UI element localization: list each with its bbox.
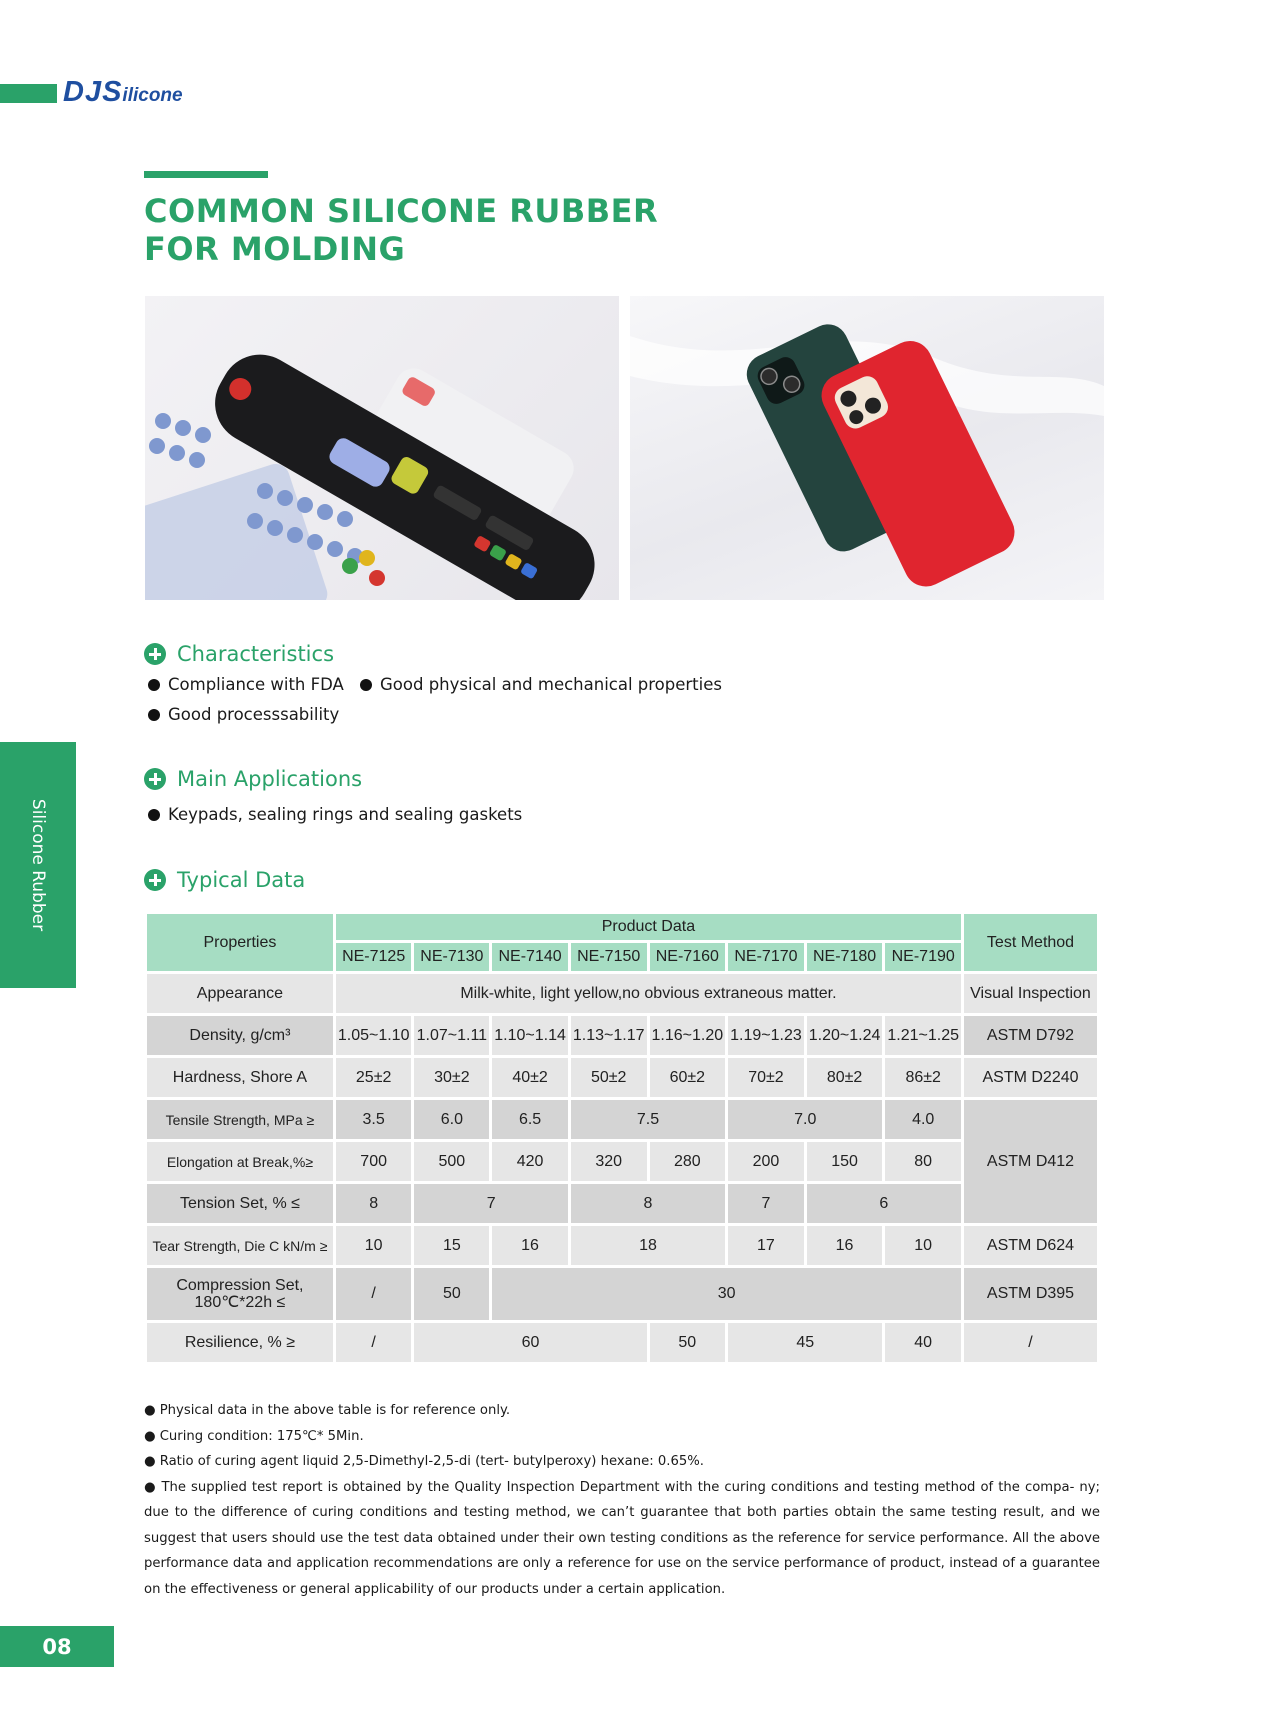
row-label: Tensile Strength, MPa ≥ [147,1100,333,1139]
table-cell: 1.19~1.23 [728,1016,804,1055]
table-row [147,1323,1097,1362]
row-label: Appearance [147,974,333,1013]
table-cell: / [336,1268,412,1320]
table-cell: 8 [571,1184,725,1223]
table-cell: 3.5 [336,1100,412,1139]
product-name: NE-7180 [807,943,883,971]
brand-logo: DJSilicone [63,76,183,108]
page-title-line-1: COMMON SILICONE RUBBER [144,192,659,230]
table-cell: 86±2 [885,1058,961,1097]
bullet-icon [148,679,160,691]
table-cell: 420 [492,1142,568,1181]
table-cell: 25±2 [336,1058,412,1097]
bullet-icon [148,809,160,821]
table-cell: 80 [885,1142,961,1181]
table-cell: 50 [650,1323,726,1362]
table-cell: 30 [492,1268,961,1320]
table-cell: 1.10~1.14 [492,1016,568,1055]
row-label: Tension Set, % ≤ [147,1184,333,1223]
test-method-cell: ASTM D2240 [964,1058,1097,1097]
bullet-icon [148,709,160,721]
test-method-cell: ASTM D412 [964,1100,1097,1223]
table-cell: 10 [885,1226,961,1265]
row-label: Hardness, Shore A [147,1058,333,1097]
list-item: Keypads, sealing rings and sealing gaskets [148,805,522,824]
table-cell: 7 [414,1184,567,1223]
table-cell: 200 [728,1142,804,1181]
plus-circle-icon [144,643,166,665]
header-properties: Properties [147,914,333,971]
section-title: Typical Data [177,868,306,892]
list-item: Good processsability [148,705,339,724]
list-item: Compliance with FDA [148,675,344,694]
footnote: ● The supplied test report is obtained by the Quality Inspection Department with the curing conditions and testing method of the compa- ny; due to the difference of curing conditions and testing method, we can’t guarantee that both parties obtain the same testing result, and we suggest that users should use the test data obtained under their own testing conditions as the reference for service performance. All the above performance data and application recommendations are only a reference for use on the service performance of product, instead of a guarantee on the effectiveness or general applicability of our products under a certain application. [144,1479,1100,1597]
table-cell: 1.13~1.17 [571,1016,647,1055]
table-cell: 50±2 [571,1058,647,1097]
page-number: 08 [0,1626,114,1667]
test-method-cell: / [964,1323,1097,1362]
table-cell: 30±2 [414,1058,489,1097]
table-cell: Milk-white, light yellow,no obvious extraneous matter. [336,974,961,1013]
characteristics-heading [144,641,334,667]
table-row [147,1268,1097,1320]
table-cell: 1.21~1.25 [885,1016,961,1055]
table-row [147,1226,1097,1265]
table-cell: 7.5 [571,1100,725,1139]
table-cell: 40±2 [492,1058,568,1097]
table-cell: 6 [807,1184,961,1223]
table-cell: 7.0 [728,1100,882,1139]
row-label: Resilience, % ≥ [147,1323,333,1362]
table-row [147,1016,1097,1055]
table-cell: 45 [728,1323,882,1362]
footnote: ● Physical data in the above table is for reference only. [144,1403,511,1418]
table-cell: 1.16~1.20 [650,1016,726,1055]
footnote: ● Ratio of curing agent liquid 2,5-Dimethyl-2,5-di (tert- butylperoxy) hexane: 0.65%. [144,1454,704,1469]
table-cell: 280 [650,1142,726,1181]
section-title: Characteristics [177,642,335,666]
product-name: NE-7125 [336,943,412,971]
row-label: Elongation at Break,%≥ [147,1142,333,1181]
row-label: Density, g/cm³ [147,1016,333,1055]
product-name: NE-7170 [728,943,804,971]
table-cell: 17 [728,1226,804,1265]
product-name: NE-7130 [414,943,489,971]
table-cell: 8 [336,1184,412,1223]
table-cell: 70±2 [728,1058,804,1097]
side-tab [0,742,76,988]
table-cell: 150 [807,1142,883,1181]
page-title-line-2: FOR MOLDING [144,230,406,268]
product-name: NE-7140 [492,943,568,971]
table-cell: 80±2 [807,1058,883,1097]
table-cell: 700 [336,1142,412,1181]
table-row [147,1184,1097,1223]
table-cell: 1.05~1.10 [336,1016,412,1055]
table-cell: 60±2 [650,1058,726,1097]
table-cell: 7 [728,1184,804,1223]
table-cell: 50 [414,1268,489,1320]
table-row [147,1100,1097,1139]
table-cell: 40 [885,1323,961,1362]
list-item: Good physical and mechanical properties [360,675,722,694]
footnote: ● Curing condition: 175℃* 5Min. [144,1428,364,1444]
test-method-cell: ASTM D792 [964,1016,1097,1055]
product-name: NE-7160 [650,943,726,971]
test-method-cell: Visual Inspection [964,974,1097,1013]
phone-case-photo [630,296,1104,600]
header-test-method: Test Method [964,914,1097,971]
row-label: Compression Set, 180℃*22h ≤ [147,1268,333,1320]
bullet-icon [360,679,372,691]
plus-circle-icon [144,768,166,790]
table-cell: 1.07~1.11 [414,1016,489,1055]
test-method-cell: ASTM D395 [964,1268,1097,1320]
plus-circle-icon [144,869,166,891]
table-row [147,1058,1097,1097]
table-cell: 60 [414,1323,646,1362]
table-cell: 18 [571,1226,725,1265]
table-cell: 16 [807,1226,883,1265]
header-product-data: Product Data [336,914,961,940]
table-cell: 320 [571,1142,647,1181]
footnotes [144,1398,1100,1602]
table-cell: 6.5 [492,1100,568,1139]
logo-bar [0,84,57,103]
table-cell: 4.0 [885,1100,961,1139]
table-cell: 15 [414,1226,489,1265]
table-cell: 1.20~1.24 [807,1016,883,1055]
page-title [144,192,844,268]
typical-data-table [144,911,1100,1365]
title-rule [144,171,268,178]
side-tab-label: Silicone Rubber [28,798,48,932]
product-name: NE-7190 [885,943,961,971]
applications-heading [144,766,362,792]
test-method-cell: ASTM D624 [964,1226,1097,1265]
table-cell: 10 [336,1226,412,1265]
table-row [147,974,1097,1013]
table-cell: 16 [492,1226,568,1265]
row-label: Tear Strength, Die C kN/m ≥ [147,1226,333,1265]
product-name: NE-7150 [571,943,647,971]
section-title: Main Applications [177,767,363,791]
table-row [147,1142,1097,1181]
table-cell: 6.0 [414,1100,489,1139]
table-cell: / [336,1323,412,1362]
typical-data-heading [144,867,305,893]
keypad-photo [145,296,619,600]
table-cell: 500 [414,1142,489,1181]
